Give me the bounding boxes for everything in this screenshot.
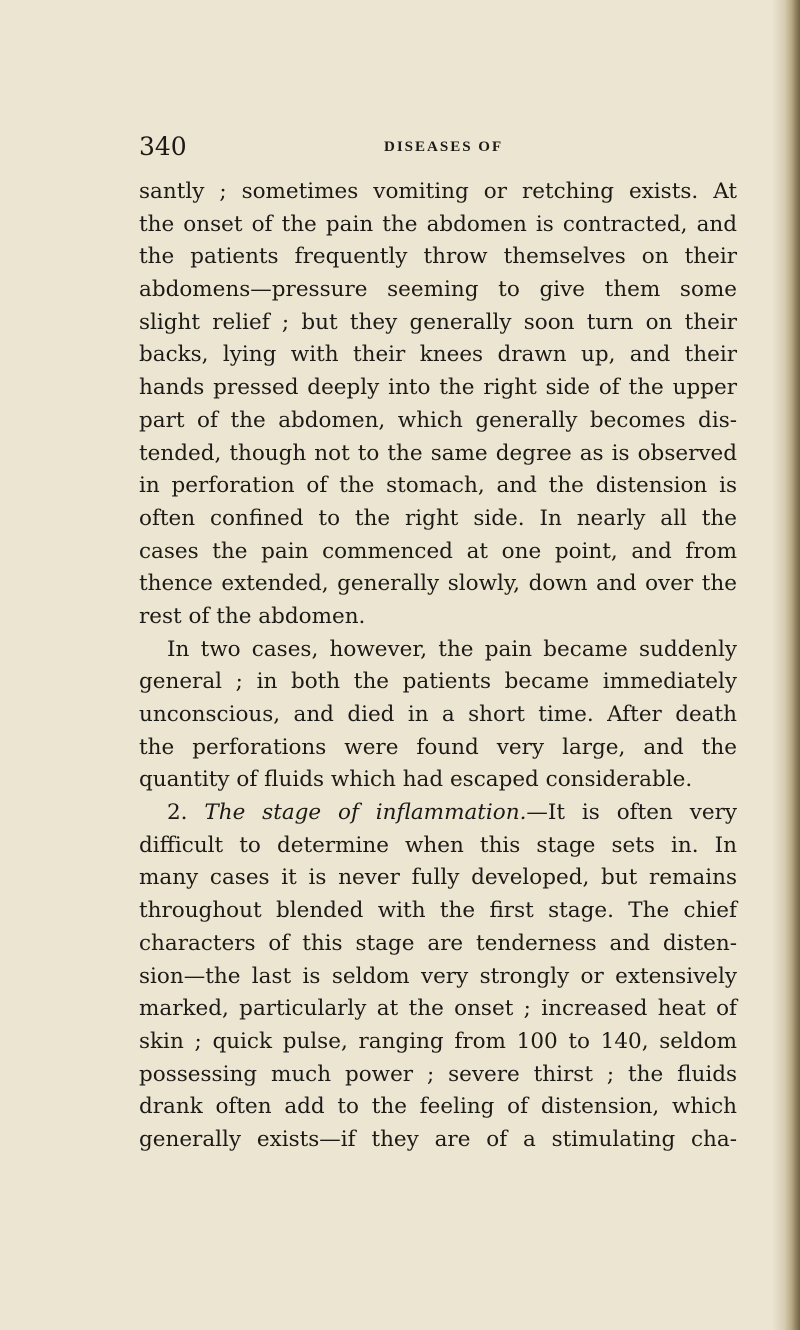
text-line: tended, though not to the same degree as is observed <box>139 440 737 466</box>
text-line: santly ; sometimes vomiting or retching exists. At <box>139 179 737 204</box>
section-number: 2. <box>167 800 188 826</box>
text-line: thence extended, generally slowly, down and over the <box>139 571 737 597</box>
body-text <box>139 176 737 1157</box>
text-line: general ; in both the patients became immediately <box>139 669 737 695</box>
text-line: backs, lying with their knees drawn up, and their <box>139 342 737 368</box>
running-title: DISEASES OF <box>384 139 504 155</box>
binding-shadow <box>772 0 784 1330</box>
text-line: throughout blended with the first stage. The chief <box>139 898 737 924</box>
text-line: the patients frequently throw themselves on their <box>139 244 737 270</box>
text-line: cases the pain commenced at one point, and from <box>139 538 737 564</box>
text-line: slight relief ; but they generally soon turn on their <box>139 309 737 335</box>
text-line: many cases it is never fully developed, but remains <box>139 865 737 891</box>
text-line: rest of the abdomen. <box>139 603 366 629</box>
text-line: the perforations were found very large, and the <box>139 734 737 760</box>
text-line: in perforation of the stomach, and the distension is <box>139 473 737 499</box>
text-line: generally exists—if they are of a stimulating cha- <box>139 1126 737 1152</box>
section-heading-continuation: —It is often very <box>526 800 737 826</box>
text-line: the onset of the pain the abdomen is contracted, and <box>139 211 737 237</box>
text-line: marked, particularly at the onset ; increased heat of <box>139 996 737 1022</box>
text-line: abdomens—pressure seeming to give them some <box>139 277 737 303</box>
section-heading: The stage of inflammation. <box>204 800 527 826</box>
text-line: skin ; quick pulse, ranging from 100 to 140, seldom <box>139 1028 737 1054</box>
text-line: In two cases, however, the pain became suddenly <box>167 636 737 662</box>
text-line: characters of this stage are tenderness and disten- <box>139 930 737 956</box>
page-number: 340 <box>139 132 187 161</box>
text-line: unconscious, and died in a short time. After death <box>139 702 737 727</box>
text-line: hands pressed deeply into the right side of the upper <box>139 375 737 401</box>
running-head <box>139 132 739 162</box>
text-line: quantity of fluids which had escaped considerable. <box>139 767 693 793</box>
section-heading-line <box>139 797 737 830</box>
text-line: possessing much power ; severe thirst ; the fluids <box>139 1061 737 1087</box>
text-line: drank often add to the feeling of distension, which <box>139 1094 737 1120</box>
binding-edge <box>784 0 800 1330</box>
text-line: part of the abdomen, which generally becomes dis- <box>139 407 737 433</box>
text-line: sion—the last is seldom very strongly or extensively <box>139 963 737 989</box>
text-line: difficult to determine when this stage sets in. In <box>139 832 737 858</box>
text-line: often confined to the right side. In nearly all the <box>139 505 737 531</box>
